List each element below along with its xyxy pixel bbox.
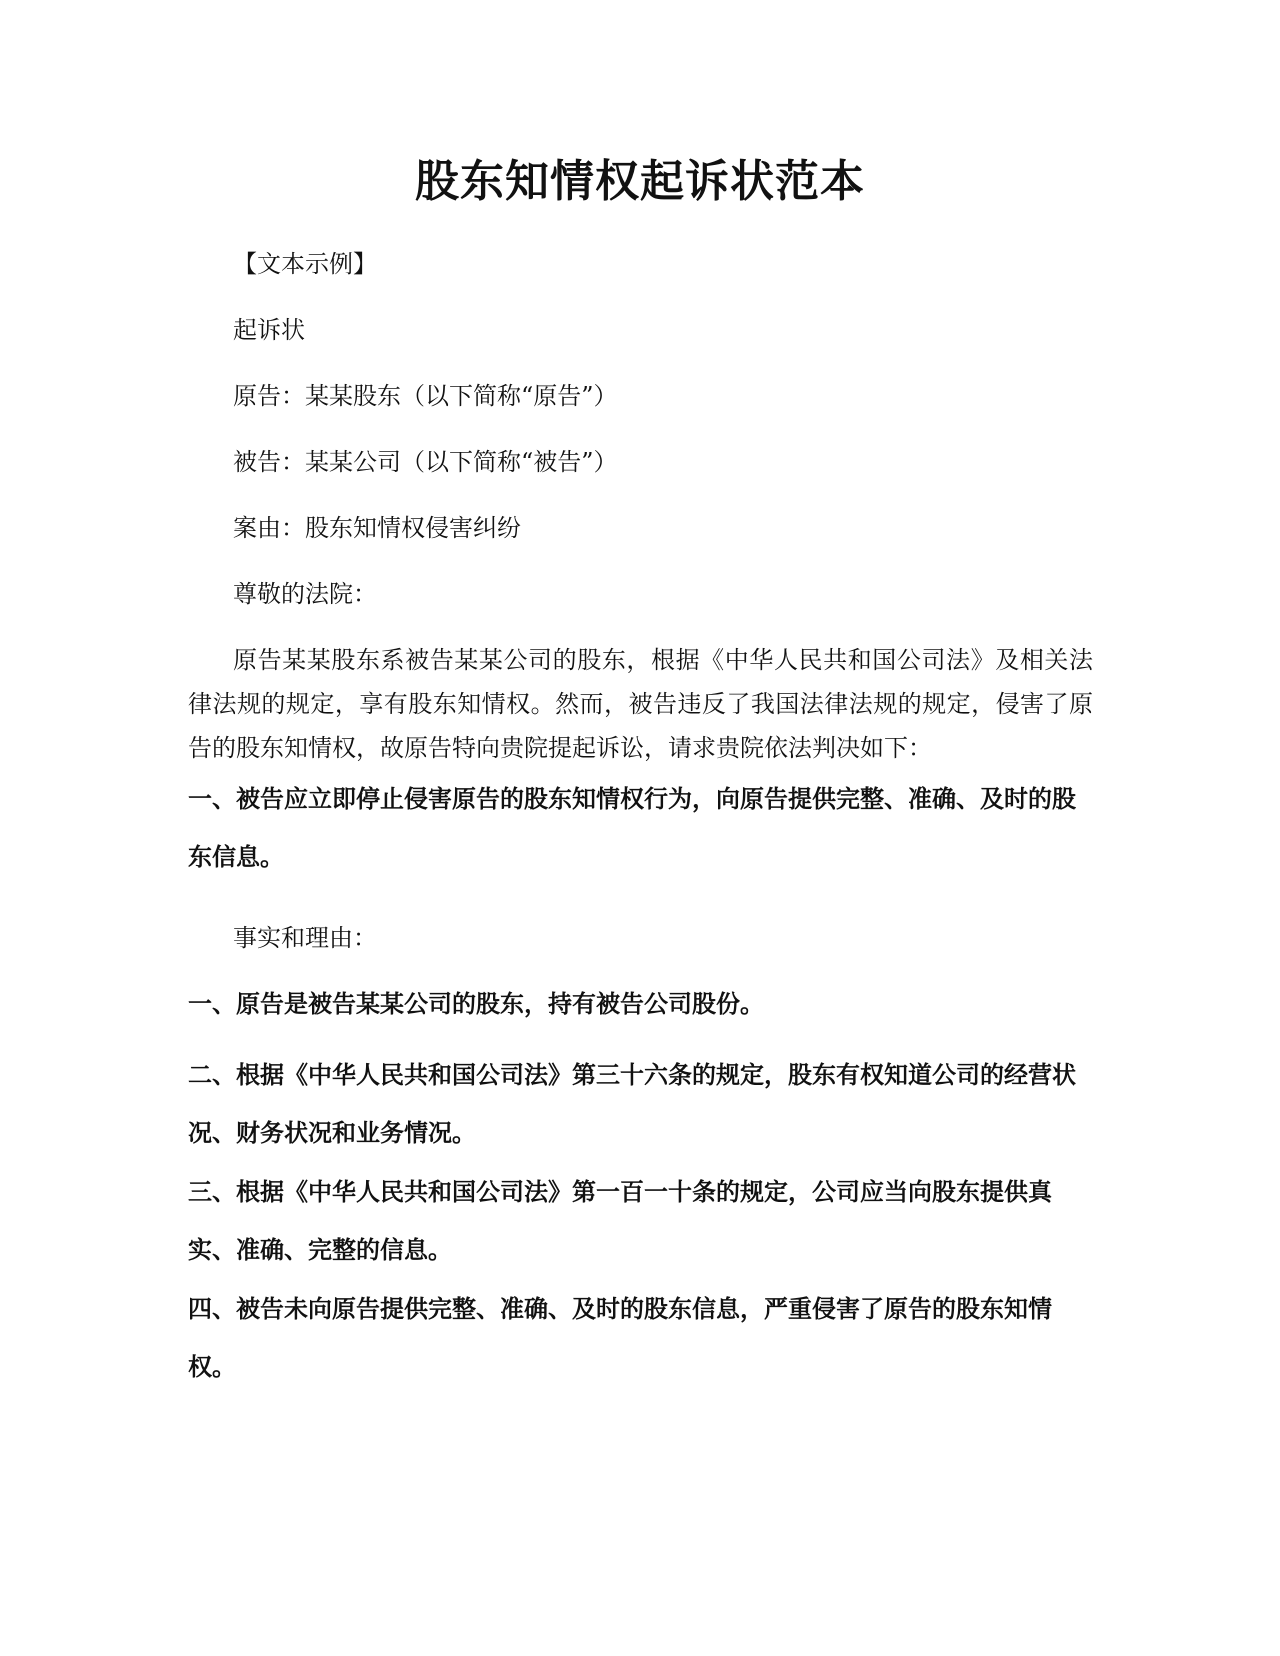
document-title: 股东知情权起诉状范本 [415, 156, 865, 207]
reason-2: 二、根据《中华人民共和国公司法》第三十六条的规定，股东有权知道公司的经营状况、财务状况和业务情况。 [188, 1061, 1076, 1147]
example-tag: 【文本示例】 [233, 250, 377, 278]
intro-paragraph: 原告某某股东系被告某某公司的股东，根据《中华人民共和国公司法》及相关法律法规的规定，享有股东知情权。然而，被告违反了我国法律法规的规定，侵害了原告的股东知情权，故原告特向贵院提起诉讼，请求贵院依法判决如下： [188, 646, 1093, 762]
reason-4: 四、被告未向原告提供完整、准确、及时的股东信息，严重侵害了原告的股东知情权。 [188, 1295, 1052, 1381]
defendant-line: 被告：某某公司（以下简称“被告”） [233, 448, 618, 476]
salutation: 尊敬的法院： [233, 580, 377, 608]
reason-3: 三、根据《中华人民共和国公司法》第一百一十条的规定，公司应当向股东提供真实、准确、完整的信息。 [188, 1178, 1052, 1264]
claim-1: 一、被告应立即停止侵害原告的股东知情权行为，向原告提供完整、准确、及时的股东信息。 [188, 785, 1076, 871]
cause-line: 案由：股东知情权侵害纠纷 [233, 514, 521, 542]
complaint-heading: 起诉状 [233, 316, 305, 344]
reason-1: 一、原告是被告某某公司的股东，持有被告公司股份。 [188, 990, 764, 1018]
facts-heading: 事实和理由： [233, 924, 377, 952]
plaintiff-line: 原告：某某股东（以下简称“原告”） [233, 382, 618, 410]
